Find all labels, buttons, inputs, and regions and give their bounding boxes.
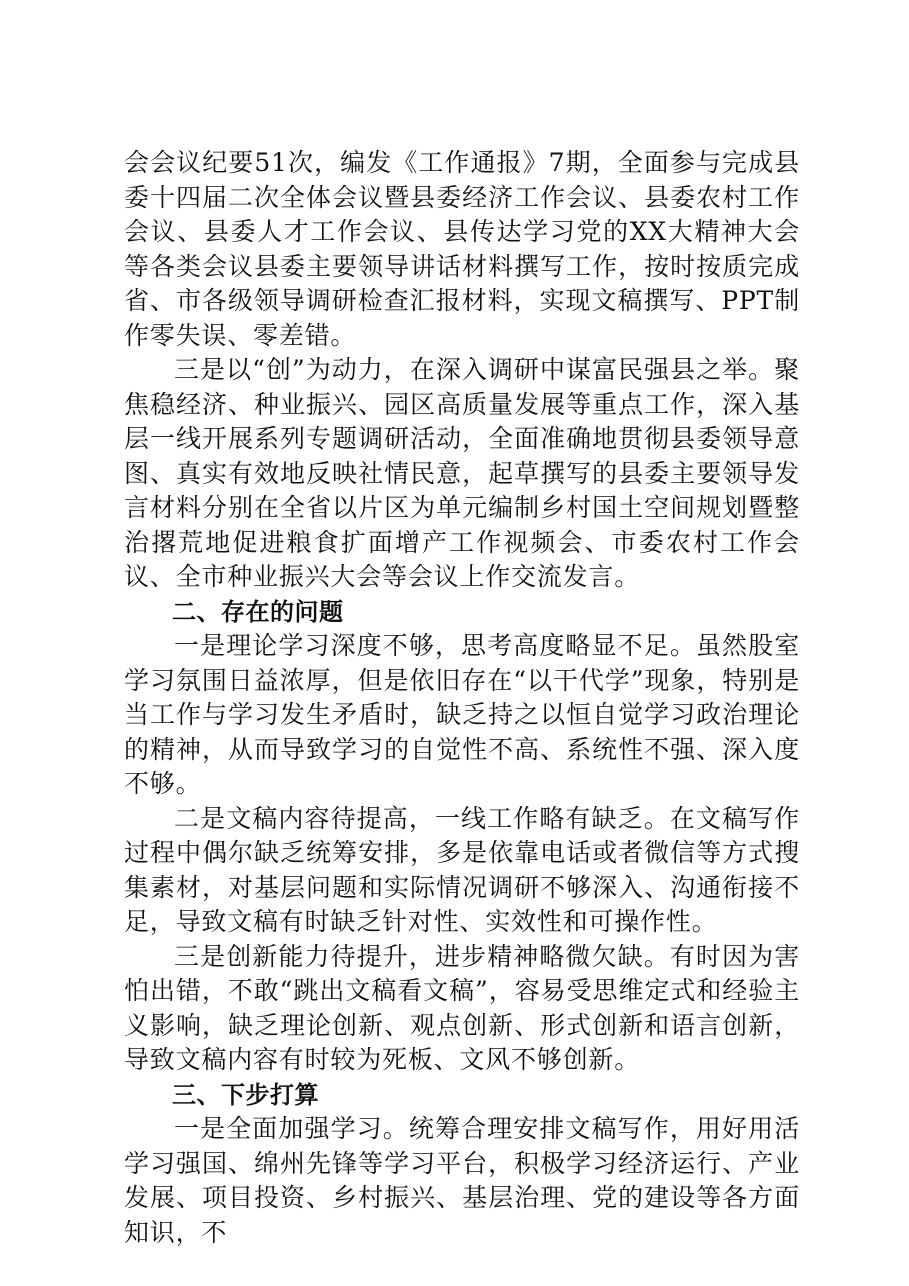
document-page (124, 146, 800, 1250)
paragraph-innovation-research: 三是以“创”为动力，在深入调研中谋富民强县之举。聚焦稳经济、种业振兴、园区高质量发展等重点工作，深入基层一线开展系列专题调研活动，全面准确地贯彻县委领导意图、真实有效地反映社情民意，起草撰写的县委主要领导发言材料分别在全省以片区为单元编制乡村国土空间规划暨整治撂荒地促进粮食扩面增产工作视频会、市委农村工作会议、全市种业振兴大会等会议上作交流发言。 (124, 355, 800, 591)
paragraph-strengthen-learning: 一是全面加强学习。统筹合理安排文稿写作，用好用活学习强国、绵州先锋等学习平台，积极学习经济运行、产业发展、项目投资、乡村振兴、基层治理、党的建设等各方面知识，不 (124, 1114, 800, 1247)
paragraph-manuscript-content: 二是文稿内容待提高，一线工作略有缺乏。在文稿写作过程中偶尔缺乏统筹安排，多是依靠电话或者微信等方式搜集素材，对基层问题和实际情况调研不够深入、沟通衔接不足，导致文稿有时缺乏针对性、实效性和可操作性。 (124, 803, 800, 936)
section-heading-next-steps: 三、下步打算 (172, 1080, 319, 1109)
paragraph-continuation: 会会议纪要51次，编发《工作通报》7期，全面参与完成县委十四届二次全体会议暨县委经济工作会议、县委农村工作会议、县委人才工作会议、县传达学习党的XX大精神大会等各类会议县委主要领导讲话材料撰写工作，按时按质完成省、市各级领导调研检查汇报材料，实现文稿撰写、PPT制作零失误、零差错。 (124, 148, 800, 350)
paragraph-theory-study: 一是理论学习深度不够，思考高度略显不足。虽然股室学习氛围日益浓厚，但是依旧存在“以干代学”现象，特别是当工作与学习发生矛盾时，缺乏持之以恒自觉学习政治理论的精神，从而导致学习的自觉性不高、系统性不强、深入度不够。 (124, 631, 800, 798)
section-heading-problems: 二、存在的问题 (172, 597, 344, 626)
paragraph-innovation-ability: 三是创新能力待提升，进步精神略微欠缺。有时因为害怕出错，不敢“跳出文稿看文稿”，容易受思维定式和经验主义影响，缺乏理论创新、观点创新、形式创新和语言创新，导致文稿内容有时较为死板、文风不够创新。 (124, 941, 800, 1074)
